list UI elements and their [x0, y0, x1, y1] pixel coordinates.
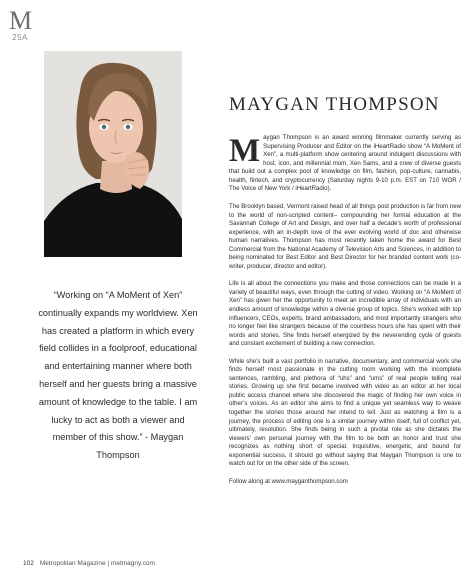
article-title: MAYGAN THOMPSON	[229, 94, 440, 115]
paragraph-intro-text: aygan Thompson is an award winning filmmaker currently serving as Supervising Producer and Editor on the iHeartRadio show “A MoMent of Xen”, a multi-platform show centering around indulgent discussions with host, icon, and millennial mom, Xen Sams, and a crew of diverse guests that build out a complex pool of knowledge on film, fashion, pop-culture, cannabis, health, fintech, and cryptocurrency (Saturday nights 9-10 p.m. EST on 710 WOR / The Voice of New York / iHeartRadio).	[229, 134, 461, 193]
drop-cap: M	[229, 133, 261, 169]
logo-subtext: 25A	[12, 33, 28, 42]
logo-letter: M	[9, 6, 32, 35]
footer-text: Metropolitan Magazine | metmagny.com	[39, 560, 155, 567]
portrait-photo	[44, 51, 182, 257]
paragraph-follow: Follow along at www.mayganthompson.com	[229, 477, 348, 485]
page-number: 102	[23, 560, 34, 567]
page-footer	[23, 560, 155, 567]
article-body	[229, 134, 461, 495]
magazine-logo	[9, 8, 31, 42]
paragraph-connections: Life is all about the connections you make and those connections can be made in a variety of beautiful ways, even through the cutting of video. Working on “A MoMent of Xen” has given her the opportunity to meet an incredible array of individuals with an endless amount of knowledge within a diverse group of topics. She’s worked with top influencers, CEOs, experts, brand ambassadors, and most importantly strangers who no longer feel like strangers because of the countless hours she has spent with their words and stories. She finds herself energized by the neverending cycle of guests and constant excitement of building a new connection.	[229, 280, 461, 348]
pull-quote: “Working on “A MoMent of Xen” continually expands my worldview. Xen has created a platform in which every field collides in a foolproof, educational and entertaining manner where both herself and her guests bring a massive amount of knowledge to the table. I am lucky to act as both a viewer and member of this show.” - Maygan Thompson	[38, 290, 198, 461]
portrait-illustration	[44, 51, 182, 257]
paragraph-intro	[229, 134, 461, 194]
paragraph-editing: While she’s built a vast portfolio in narrative, documentary, and commercial work she finds herself most passionate in the cutting room working with the incomplete sentences, rambling, and plethora of “uhs” and “ums” of real people telling real stories. Growing up she first became involved with video as an editor at her local public access channel where she discovered the magic of finding her own voice in other’s voices. As an editor she aims to find a unique yet seamless way to weave together the stories those around her intend to tell. Just as watching a film is a journey, the process of editing one is a similar journey within itself; full of conflict yet, ultimately, resolution. She finds being in such a pivotal role as she dictates the viewers’ own personal journey with the film to be both an honor and trust she recognizes as nothing short of special. Inquisitive, energetic, and bound for exponential success, it should go without saying that Maygan Thompson is one to watch out for on the other side of the screen.	[229, 357, 461, 468]
paragraph-background: The Brooklyn based, Vermont raised head of all things post production is far from new to the world of non-scripted content– compounding her formal education at the Savannah College of Art and Design, and over half a decade’s worth of professional experience, with an in-depth love of the ever evolving world of doc and otherwise human narratives. Thompson has most recently taken home the award for Best Commercial from the National Academy of Television Arts and Sciences, in addition to being nominated for Best Editor and Best Director for her branded content work (co-writer, producer, director and editor).	[229, 203, 461, 270]
